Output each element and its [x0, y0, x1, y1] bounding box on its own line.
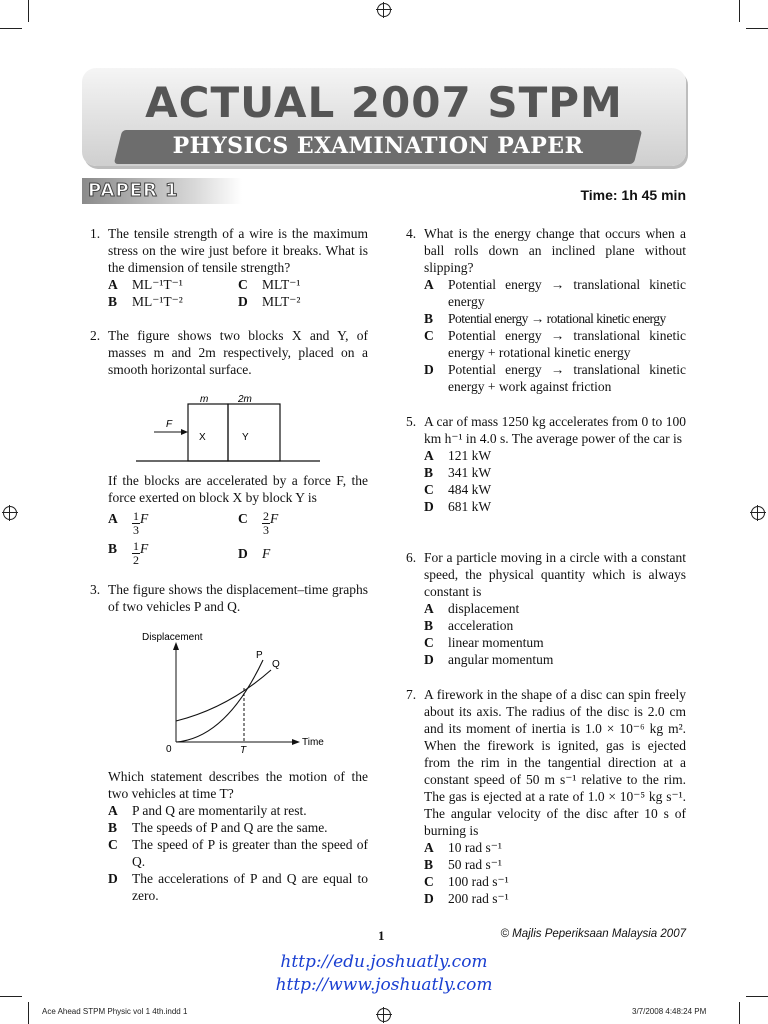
option-c: MLT⁻¹	[262, 277, 301, 292]
y-axis-arrowhead	[173, 642, 179, 650]
displacement-time-graph	[138, 626, 338, 756]
question-6: 6. For a particle moving in a circle with a constant speed, the physical quantity which is always constant is A displacement B acceleration C linear momentum D angular momentum	[406, 550, 686, 667]
option-c: 484 kW	[448, 482, 492, 497]
registration-mark-icon	[377, 3, 391, 17]
option-b: acceleration	[448, 618, 514, 633]
option-d: angular momentum	[448, 652, 554, 667]
option-a: ML⁻¹T⁻¹	[132, 277, 183, 292]
question-stem: The figure shows the displacement–time graphs of two vehicles P and Q.	[108, 582, 368, 614]
option-d: 200 rad s⁻¹	[448, 891, 509, 906]
question-stem: Which statement describes the motion of the two vehicles at time T?	[108, 769, 368, 801]
question-stem: The tensile strength of a wire is the maximum stress on the wire just before it breaks. What is the dimension of tensile strength?	[108, 226, 368, 275]
page-title: ACTUAL 2007 STPM	[145, 78, 623, 127]
option-b: Potential energy → rotational kinetic energy	[448, 311, 666, 326]
option-b: The speeds of P and Q are the same.	[132, 820, 328, 835]
option-b: $\frac{1}{2}$	[133, 538, 139, 567]
time-t-label: T	[240, 745, 247, 756]
question-stem: A car of mass 1250 kg accelerates from 0 to 100 km h⁻¹ in 4.0 s. The average power of the car is	[424, 414, 686, 446]
y-axis-label: Displacement	[142, 632, 203, 643]
option-a: 121 kW	[448, 448, 492, 463]
crop-mark	[0, 996, 22, 997]
option-d: F	[262, 545, 271, 561]
mass-label-x: m	[200, 394, 209, 405]
crop-mark	[746, 28, 768, 29]
question-stem: If the blocks are accelerated by a force F, the force exerted on block X by block Y is	[108, 473, 368, 505]
print-slug-timestamp: 3/7/2008 4:48:24 PM	[632, 1007, 707, 1016]
force-label: F	[166, 419, 173, 430]
registration-mark-icon	[3, 506, 17, 520]
crop-mark	[28, 0, 29, 22]
x-axis-arrowhead	[292, 739, 300, 745]
crop-mark	[739, 0, 740, 22]
question-2: 2. The figure shows two blocks X and Y, of masses m and 2m respectively, placed on a smooth horizontal surface.	[90, 328, 368, 377]
option-c: The speed of P is greater than the speed of Q.	[132, 837, 368, 869]
question-5: 5. A car of mass 1250 kg accelerates from 0 to 100 km h⁻¹ in 4.0 s. The average power of the car is A 121 kW B 341 kW C 484 kW D 681 kW	[406, 414, 686, 514]
option-d: Potential energy → translational kinetic energy + work against friction	[448, 362, 686, 394]
curve-p-label: P	[256, 650, 263, 661]
mass-label-y: 2m	[238, 394, 252, 405]
paper-label: PAPER 1	[88, 180, 179, 201]
curve-q	[176, 670, 271, 721]
option-b: 341 kW	[448, 465, 492, 480]
option-a: 10 rad s⁻¹	[448, 840, 502, 855]
option-a: Potential energy → translational kinetic energy	[448, 277, 686, 309]
option-d: MLT⁻²	[262, 294, 301, 309]
print-slug-filename: Ace Ahead STPM Physic vol 1 4th.indd 1	[42, 1007, 188, 1016]
blocks-figure	[130, 390, 330, 465]
question-2-part-b: If the blocks are accelerated by a force F, the force exerted on block X by block Y is A $\frac{1}{3}$ F C $\frac{2}{3}$ F B $\frac{1}{2}$ F D F	[90, 472, 368, 567]
copyright-notice: © Majlis Peperiksaan Malaysia 2007	[500, 928, 686, 940]
registration-mark-icon	[377, 1008, 391, 1022]
block-y	[228, 404, 280, 461]
crop-mark	[746, 996, 768, 997]
option-a: displacement	[448, 601, 520, 616]
question-stem: A firework in the shape of a disc can spin freely about its axis. The radius of the disc is 2.0 cm and its moment of inertia is 1.0 × 10⁻⁶ kg m². When the firework is ignited, gas is ejected from the rim in the tangential direction at a constant speed of 50 m s⁻¹ relative to the rim. The gas is ejected at a rate of 1.0 × 10⁻⁵ kg s⁻¹. The angular velocity of the disc after 10 s of burning is	[424, 687, 686, 838]
option-b: 50 rad s⁻¹	[448, 857, 502, 872]
option-c: Potential energy → translational kinetic energy + rotational kinetic energy	[448, 328, 686, 360]
option-a: P and Q are momentarily at rest.	[132, 803, 307, 818]
question-number: 1.	[90, 226, 101, 241]
page-subtitle: PHYSICS EXAMINATION PAPER	[172, 133, 584, 159]
block-x-label: X	[199, 432, 206, 443]
crop-mark	[0, 28, 22, 29]
question-7: 7. A firework in the shape of a disc can spin freely about its axis. The radius of the disc is 2.0 cm and its moment of inertia is 1.0 × 10⁻⁶ kg m². When the firework is ignited, gas is ejected from the rim in the tangential direction at a constant speed of 50 m s⁻¹ relative to the rim. The gas is ejected at a rate of 1.0 × 10⁻⁵ kg s⁻¹. The angular velocity of the disc after 10 s of burning is A 10 rad s⁻¹ B 50 rad s⁻¹ C 100 rad s⁻¹ D 200 rad s⁻¹	[406, 687, 686, 906]
option-a: $\frac{1}{3}$	[133, 508, 139, 537]
crop-mark	[28, 1002, 29, 1024]
question-4: 4. What is the energy change that occurs when a ball rolls down an inclined plane without slipping? A Potential energy → translational kinetic energy B Potential energy → rotational kinetic energy C Potential energy → translational kinetic energy + rotational kinetic energy D Potential energy → translational kinetic energy + work against friction	[406, 226, 686, 394]
option-c: 100 rad s⁻¹	[448, 874, 509, 889]
option-c: $\frac{2}{3}$	[263, 508, 269, 537]
question-1: 1. The tensile strength of a wire is the maximum stress on the wire just before it breaks. What is the dimension of tensile strength? A ML⁻¹T⁻¹ C MLT⁻¹ B ML⁻¹T⁻² D MLT⁻²	[90, 226, 368, 309]
block-x	[188, 404, 228, 461]
question-3: 3. The figure shows the displacement–time graphs of two vehicles P and Q.	[90, 582, 368, 614]
curve-q-label: Q	[272, 659, 280, 670]
curve-p	[176, 660, 263, 742]
block-y-label: Y	[242, 432, 249, 443]
x-axis-label: Time	[302, 737, 324, 748]
page-number: 1	[378, 928, 385, 943]
registration-mark-icon	[751, 506, 765, 520]
option-d: 681 kW	[448, 499, 492, 514]
website-link-www[interactable]: http://www.joshuatly.com	[275, 975, 493, 995]
option-d: The accelerations of P and Q are equal to zero.	[132, 871, 368, 903]
question-3-part-b: Which statement describes the motion of the two vehicles at time T? A P and Q are momentarily at rest. B The speeds of P and Q are the same. C The speed of P is greater than the speed of Q. D The accelerations of P and Q are equal to zero.	[90, 768, 368, 904]
origin-label: 0	[166, 744, 172, 755]
question-stem: For a particle moving in a circle with a constant speed, the physical quantity which is always constant is	[424, 550, 686, 599]
force-arrowhead	[181, 429, 188, 435]
option-b: ML⁻¹T⁻²	[132, 294, 183, 309]
question-stem: What is the energy change that occurs when a ball rolls down an inclined plane without slipping?	[424, 226, 686, 275]
exam-time: Time: 1h 45 min	[580, 187, 686, 203]
question-stem: The figure shows two blocks X and Y, of masses m and 2m respectively, placed on a smooth horizontal surface.	[108, 328, 368, 377]
website-link-edu[interactable]: http://edu.joshuatly.com	[280, 952, 488, 972]
crop-mark	[739, 1002, 740, 1024]
option-c: linear momentum	[448, 635, 544, 650]
paper-label-bar	[82, 178, 242, 204]
